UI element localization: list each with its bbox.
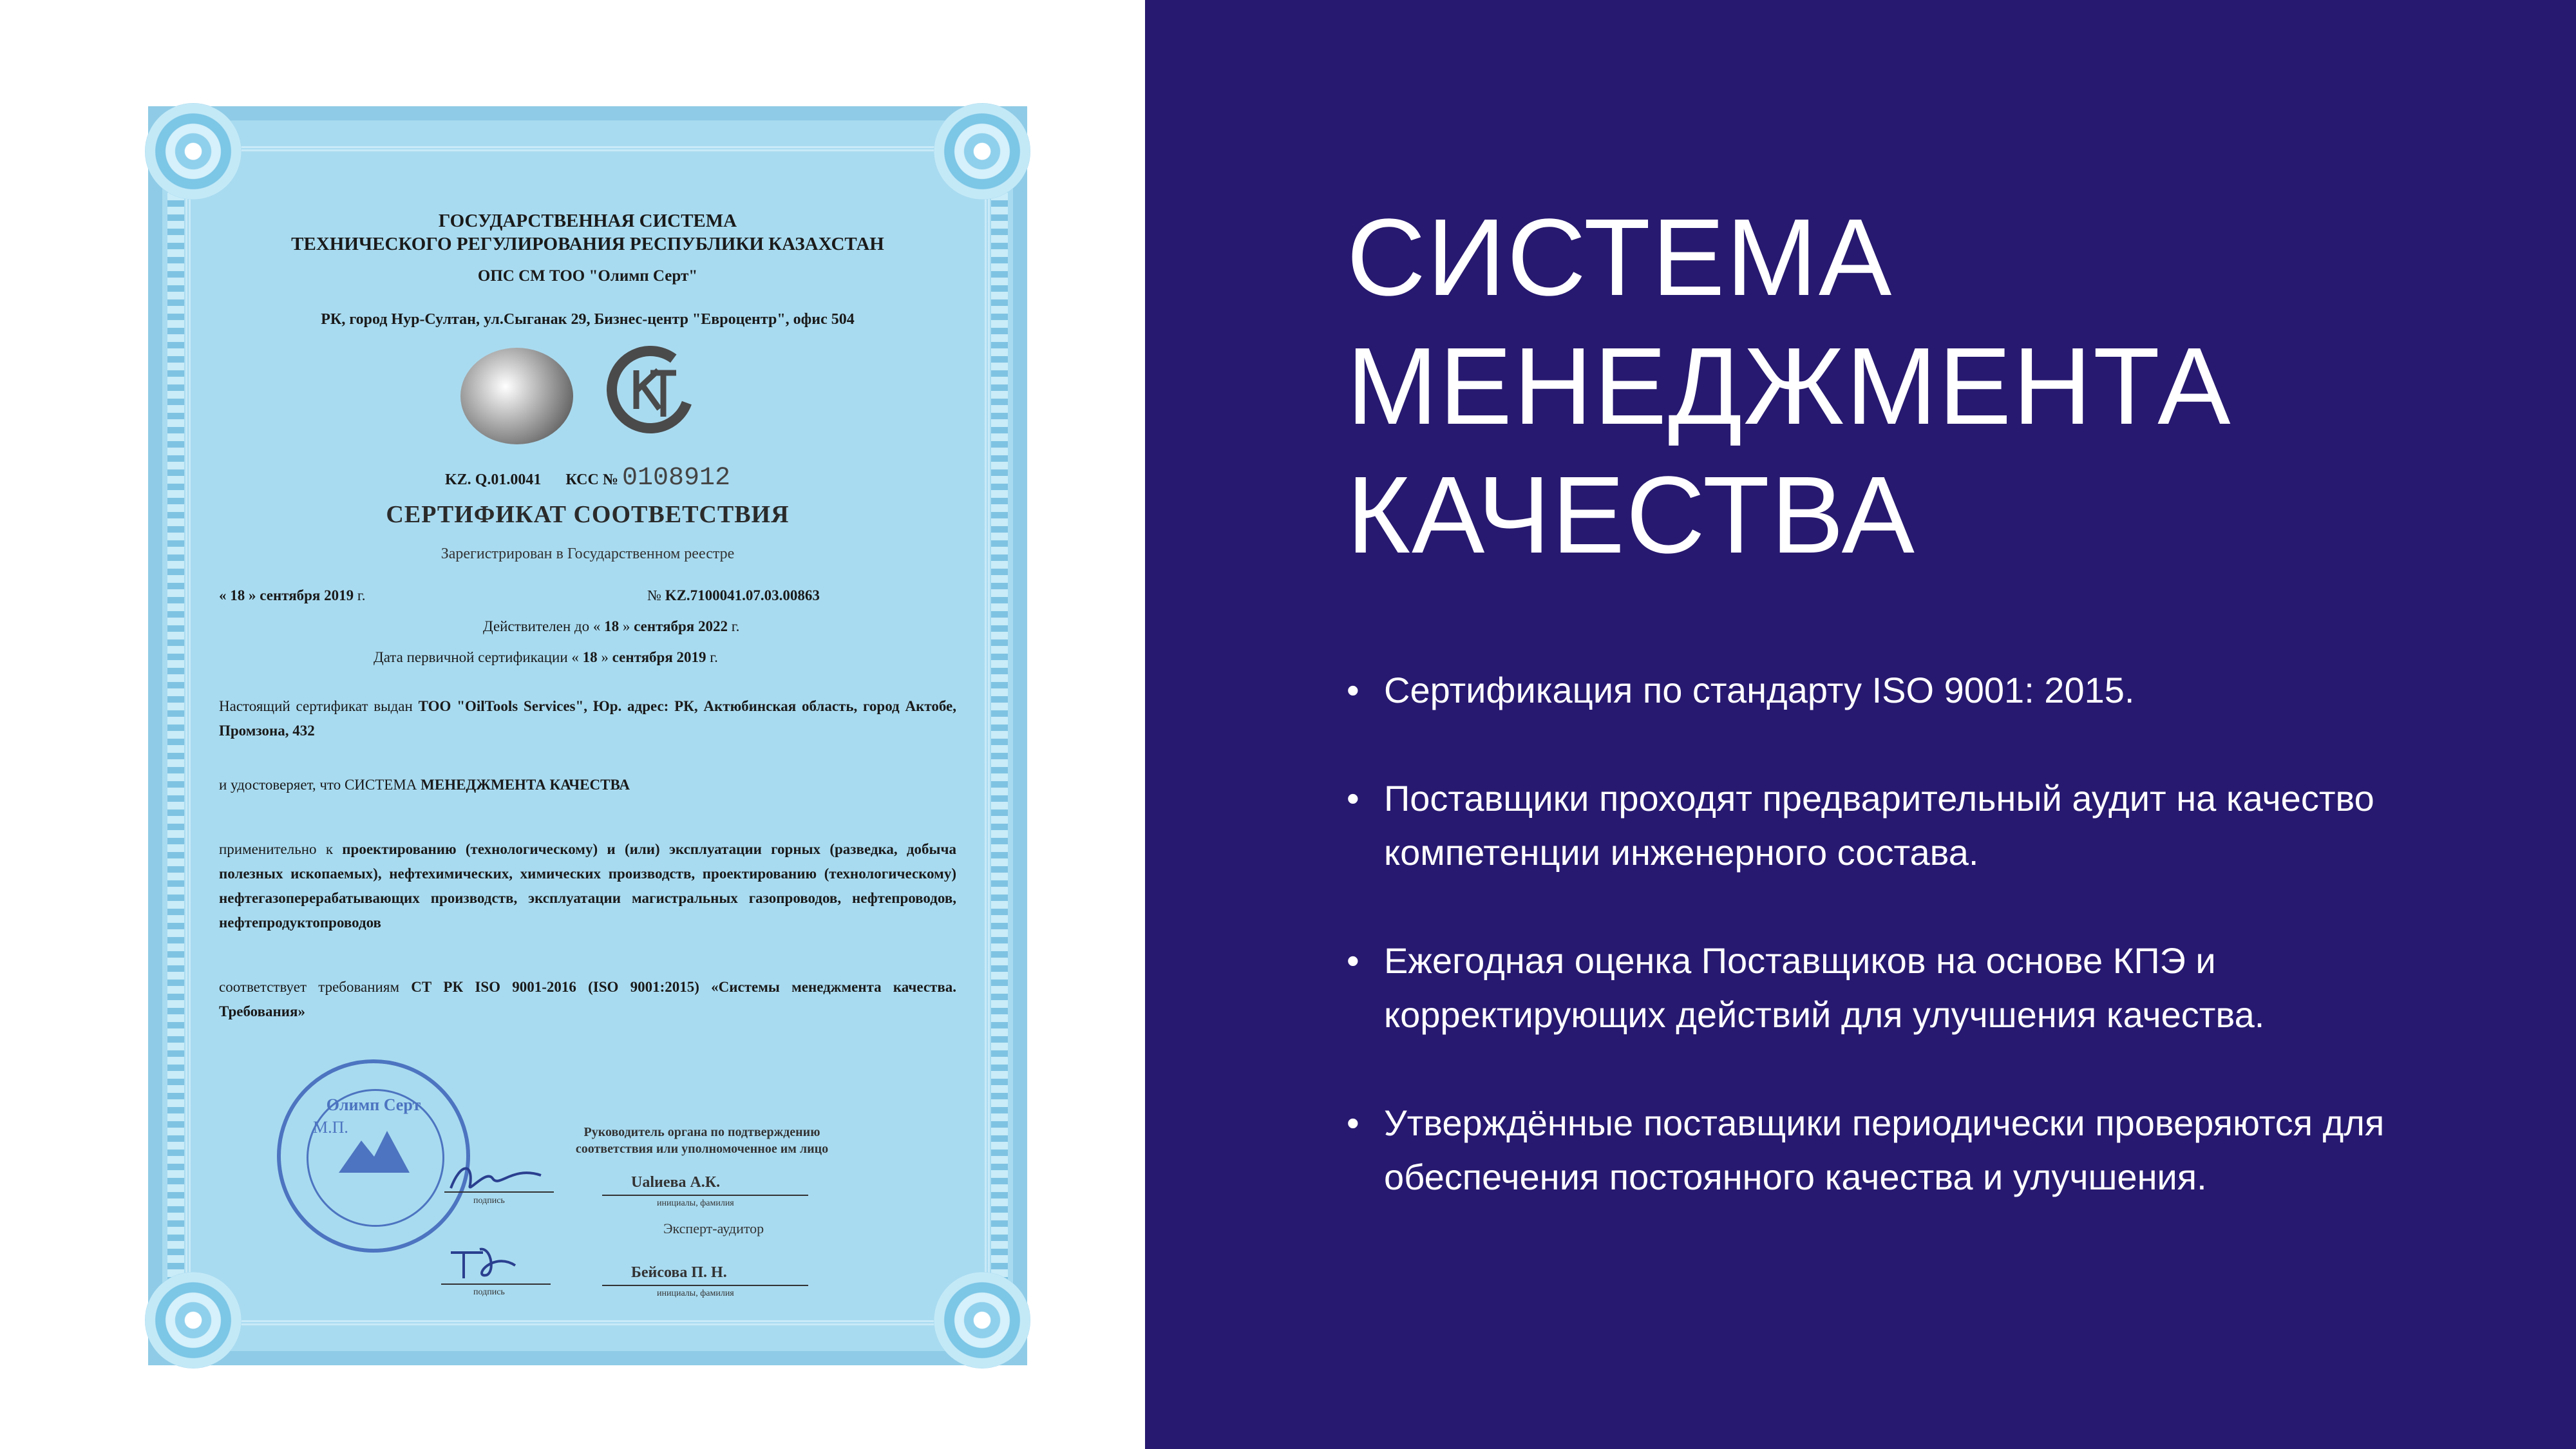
globe-emblem-icon xyxy=(460,348,573,444)
bullet-item: • Утверждённые поставщики периодически проверяются для обеспечения постоянного качества и улучшения. xyxy=(1347,1096,2441,1204)
stamp-name: Олимп Серт xyxy=(326,1095,421,1114)
corner-rosette-icon xyxy=(934,103,1030,200)
cert-valid-row xyxy=(219,618,956,649)
content-panel xyxy=(1145,0,2576,1449)
title-line: КАЧЕСТВА xyxy=(1347,454,1916,576)
valid-day: 18 xyxy=(604,618,620,634)
first-close: » xyxy=(601,649,609,665)
cert-date-row xyxy=(219,587,956,618)
valid-month-year: сентября 2022 xyxy=(634,618,728,634)
applies-label: применительно к xyxy=(219,841,333,857)
cert-title: СЕРТИФИКАТ СООТВЕТСТВИЯ xyxy=(386,501,790,528)
kt-mark-icon xyxy=(605,345,696,435)
head-role-1: Руководитель органа по подтверждению xyxy=(583,1125,820,1139)
cert-system-line-2: ТЕХНИЧЕСКОГО РЕГУЛИРОВАНИЯ РЕСПУБЛИКИ КАЗАХСТАН xyxy=(291,234,884,254)
signature-caption: подпись xyxy=(473,1196,505,1206)
certifies-value: МЕНЕДЖМЕНТА КАЧЕСТВА xyxy=(421,777,630,793)
valid-label: Действителен до « xyxy=(483,618,601,634)
round-stamp xyxy=(277,1059,470,1253)
certificate-image xyxy=(148,106,1027,1365)
date-month-year: сентября 2019 xyxy=(260,587,354,603)
first-g: г. xyxy=(710,649,718,665)
slide-title xyxy=(1347,193,2232,580)
complies-label: соответствует требованиям xyxy=(219,979,399,995)
certificate-panel xyxy=(0,0,1145,1449)
left-ornament xyxy=(167,158,184,1314)
expert-role: Эксперт-аудитор xyxy=(663,1220,764,1236)
certificate-text xyxy=(219,209,956,1024)
kz-number: Q.01.0041 xyxy=(475,471,542,488)
expert-name: Бейсова П. Н. xyxy=(631,1264,727,1281)
expert-name-caption: инициалы, фамилия xyxy=(657,1289,734,1298)
cert-system-line-1: ГОСУДАРСТВЕННАЯ СИСТЕМА xyxy=(438,211,737,231)
expert-signature-caption: подпись xyxy=(473,1287,505,1297)
issued-label: Настоящий сертификат выдан xyxy=(219,698,413,714)
date-open: « xyxy=(219,587,227,603)
kz-label: KZ. xyxy=(445,471,471,488)
complies-value: СТ РК ISO 9001-2016 (ISO 9001:2015) «Системы менеджмента качества. Требования» xyxy=(219,979,956,1019)
cert-address: РК, город Нур-Султан, ул.Сыганак 29, Бизнес-центр "Евроцентр", офис 504 xyxy=(321,311,855,328)
cert-emblems xyxy=(219,341,956,464)
applies-value: проектированию (технологическому) и (или) эксплуатации горных (разведка, добыча полезных ископаемых), нефтехимических, химических производств, проектированию (технологическому) нефтегазоперерабатывающих производств, эксплуатации магистральных газопроводов, нефтепроводов, нефтепродуктопроводов xyxy=(219,841,956,931)
reg-number-label: № xyxy=(647,587,661,603)
valid-g: г. xyxy=(731,618,740,634)
first-month-year: сентября 2019 xyxy=(612,649,706,665)
issued-to: ТОО "OilTools Services", Юр. адрес: РК, Актюбинская область, город Актобе, Промзона, 432 xyxy=(219,698,956,739)
cert-complies xyxy=(219,975,956,1024)
cert-issued xyxy=(219,694,956,743)
expert-signature-icon xyxy=(444,1240,522,1285)
date-day: 18 xyxy=(230,587,245,603)
mountain-icon xyxy=(339,1128,410,1173)
corner-rosette-icon xyxy=(145,103,242,200)
cert-certifies xyxy=(219,773,956,797)
cert-serial: 0108912 xyxy=(621,464,730,493)
bullet-item: • Сертификация по стандарту ISO 9001: 2015. xyxy=(1347,663,2441,717)
stamp-mp: М.П. xyxy=(313,1118,348,1137)
cert-registered: Зарегистрирован в Государственном реестре xyxy=(440,545,735,562)
date-close: » xyxy=(249,587,256,603)
certifies-label: и удостоверяет, что СИСТЕМА xyxy=(219,777,417,793)
bullet-list xyxy=(1347,663,2441,1258)
date-g: г. xyxy=(357,587,366,603)
right-ornament xyxy=(991,158,1008,1314)
corner-rosette-icon xyxy=(934,1272,1030,1368)
cert-applies xyxy=(219,837,956,935)
valid-close: » xyxy=(622,618,630,634)
head-role-2: соответствия или уполномоченное им лицо xyxy=(575,1142,829,1156)
cert-first-row xyxy=(219,649,956,680)
first-day: 18 xyxy=(582,649,598,665)
title-line: СИСТЕМА xyxy=(1347,196,1893,319)
signature-icon xyxy=(448,1156,544,1201)
name-caption: инициалы, фамилия xyxy=(657,1198,734,1208)
cert-issuer: ОПС СМ ТОО "Олимп Серт" xyxy=(477,267,698,285)
bullet-item: • Ежегодная оценка Поставщиков на основе КПЭ и корректирующих действий для улучшения качества. xyxy=(1347,934,2441,1042)
corner-rosette-icon xyxy=(145,1272,242,1368)
first-cert-label: Дата первичной сертификации « xyxy=(374,649,579,665)
kss-label: КСС № xyxy=(565,471,618,488)
cert-numbers xyxy=(219,464,956,493)
bullet-item: • Поставщики проходят предварительный аудит на качество компетенции инженерного состава. xyxy=(1347,772,2441,880)
reg-number: KZ.7100041.07.03.00863 xyxy=(665,587,820,603)
head-name: Ualиева А.К. xyxy=(631,1174,721,1191)
title-line: МЕНЕДЖМЕНТА xyxy=(1347,325,2232,448)
